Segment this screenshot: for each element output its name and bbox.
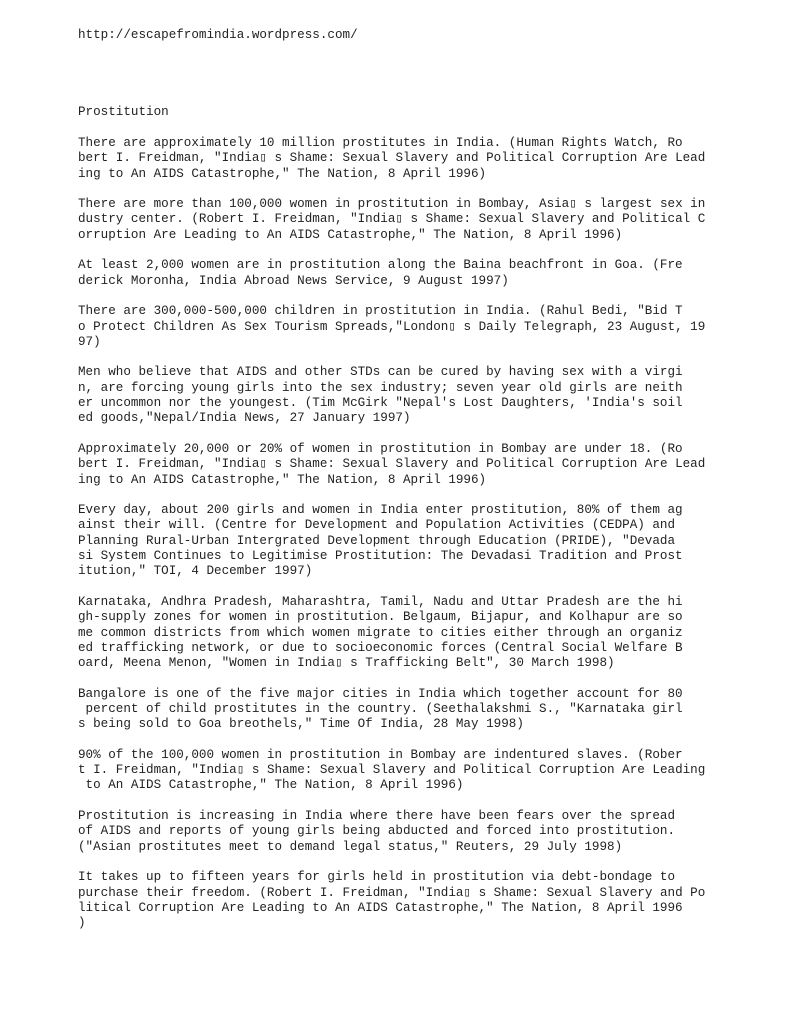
text-line: Men who believe that AIDS and other STDs can be cured by having sex with a virgi (78, 365, 683, 380)
paragraph (78, 258, 718, 289)
text-line: Planning Rural-Urban Intergrated Development through Education (PRIDE), "Devada (78, 533, 676, 548)
text-line: er uncommon nor the youngest. (Tim McGirk "Nepal's Lost Daughters, 'India's soil (78, 396, 683, 411)
text-line: ing to An AIDS Catastrophe," The Nation, 8 April 1996) (78, 472, 487, 487)
text-line: n, are forcing young girls into the sex industry; seven year old girls are neith (78, 380, 683, 395)
text-line: derick Moronha, India Abroad News Service, 9 August 1997) (78, 273, 509, 288)
text-line: t I. Freidman, "India▯ s Shame: Sexual Slavery and Political Corruption Are Leading (78, 763, 706, 778)
text-line: purchase their freedom. (Robert I. Freidman, "India▯ s Shame: Sexual Slavery and Po (78, 885, 706, 900)
text-line: Prostitution is increasing in India where there have been fears over the spread (78, 809, 676, 824)
text-line: itution," TOI, 4 December 1997) (78, 564, 313, 579)
text-line: ed trafficking network, or due to socioeconomic forces (Central Social Welfare B (78, 640, 683, 655)
paragraph (78, 197, 718, 243)
text-line: ing to An AIDS Catastrophe," The Nation, 8 April 1996) (78, 166, 487, 181)
paragraph (78, 442, 718, 488)
paragraph (78, 748, 718, 794)
text-line: 90% of the 100,000 women in prostitution in Bombay are indentured slaves. (Rober (78, 747, 683, 762)
text-line: percent of child prostitutes in the country. (Seethalakshmi S., "Karnataka girl (78, 701, 683, 716)
paragraph (78, 595, 718, 671)
text-line: At least 2,000 women are in prostitution along the Baina beachfront in Goa. (Fre (78, 258, 683, 273)
page-title: Prostitution (78, 105, 169, 119)
text-line: ) (78, 916, 86, 931)
text-line: s being sold to Goa breothels," Time Of India, 28 May 1998) (78, 717, 524, 732)
text-line: There are 300,000-500,000 children in prostitution in India. (Rahul Bedi, "Bid T (78, 304, 683, 319)
text-line: gh-supply zones for women in prostitution. Belgaum, Bijapur, and Kolhapur are so (78, 610, 683, 625)
paragraph (78, 503, 718, 579)
text-line: Bangalore is one of the five major cities in India which together account for 80 (78, 686, 683, 701)
text-line: dustry center. (Robert I. Freidman, "India▯ s Shame: Sexual Slavery and Political C (78, 212, 706, 227)
text-line: There are more than 100,000 women in prostitution in Bombay, Asia▯ s largest sex in (78, 197, 706, 212)
text-line: bert I. Freidman, "India▯ s Shame: Sexual Slavery and Political Corruption Are Lead (78, 457, 706, 472)
text-line: Every day, about 200 girls and women in India enter prostitution, 80% of them ag (78, 503, 683, 518)
text-line: oard, Meena Menon, "Women in India▯ s Trafficking Belt", 30 March 1998) (78, 656, 615, 671)
text-line: ed goods,"Nepal/India News, 27 January 1997) (78, 411, 411, 426)
text-line: It takes up to fifteen years for girls held in prostitution via debt-bondage to (78, 870, 676, 885)
text-line: Karnataka, Andhra Pradesh, Maharashtra, Tamil, Nadu and Uttar Pradesh are the hi (78, 594, 683, 609)
text-line: ainst their will. (Centre for Development and Population Activities (CEDPA) and (78, 518, 676, 533)
text-line: bert I. Freidman, "India▯ s Shame: Sexual Slavery and Political Corruption Are Lead (78, 151, 706, 166)
text-line: to An AIDS Catastrophe," The Nation, 8 April 1996) (78, 778, 464, 793)
text-line: litical Corruption Are Leading to An AIDS Catastrophe," The Nation, 8 April 1996 (78, 900, 683, 915)
source-url: http://escapefromindia.wordpress.com/ (78, 28, 358, 42)
paragraph (78, 365, 718, 426)
text-line: orruption Are Leading to An AIDS Catastrophe," The Nation, 8 April 1996) (78, 227, 623, 242)
text-line: si System Continues to Legitimise Prostitution: The Devadasi Tradition and Prost (78, 549, 683, 564)
text-line: There are approximately 10 million prostitutes in India. (Human Rights Watch, Ro (78, 136, 683, 150)
text-line: o Protect Children As Sex Tourism Spreads,"London▯ s Daily Telegraph, 23 August, 19 (78, 319, 706, 334)
text-line: 97) (78, 334, 101, 349)
paragraph (78, 304, 718, 350)
paragraph-list (78, 136, 718, 947)
text-line: Approximately 20,000 or 20% of women in prostitution in Bombay are under 18. (Ro (78, 441, 683, 456)
text-line: me common districts from which women migrate to cities either through an organiz (78, 625, 683, 640)
text-line: ("Asian prostitutes meet to demand legal status," Reuters, 29 July 1998) (78, 839, 623, 854)
paragraph (78, 687, 718, 733)
text-line: of AIDS and reports of young girls being abducted and forced into prostitution. (78, 824, 676, 839)
paragraph (78, 136, 718, 182)
paragraph (78, 809, 718, 855)
paragraph (78, 870, 718, 931)
